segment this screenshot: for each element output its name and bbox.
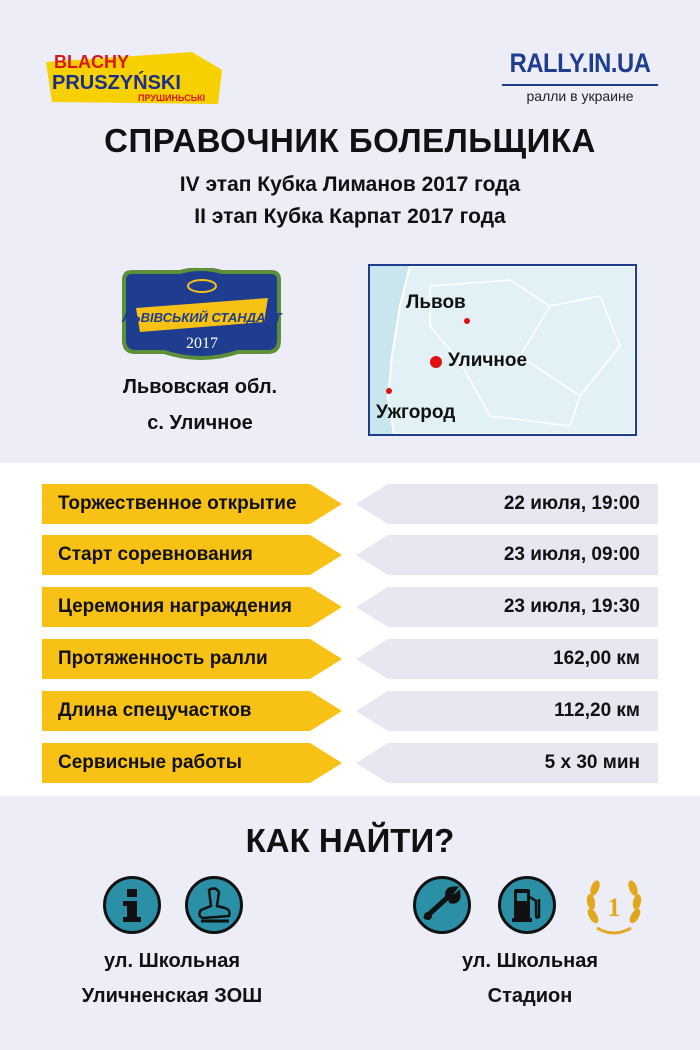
right-address-place: Стадион (487, 985, 573, 1007)
how-to-find-title: КАК НАЙТИ? (245, 822, 455, 859)
location-village: с. Уличное (147, 412, 253, 434)
info-row-length (42, 639, 658, 679)
rally-in-ua-logo (500, 48, 660, 108)
info-label: Церемония награждения (58, 596, 293, 617)
logo-line2: PRUSZYŃSKI (52, 72, 181, 94)
location-map (368, 264, 637, 436)
ulichnoe-marker (430, 356, 442, 368)
blachy-pruszynski-logo (42, 48, 227, 106)
info-value: 23 июля, 09:00 (503, 544, 640, 565)
info-value: 23 июля, 19:30 (503, 596, 640, 617)
emblem-name: ЛЬВІВСЬКИЙ СТАНДАРТ (122, 310, 282, 325)
emblem-year: 2017 (186, 335, 218, 352)
right-address-street: ул. Школьная (461, 950, 599, 972)
info-value: 162,00 км (553, 648, 640, 669)
location-region: Львовская обл. (122, 376, 278, 398)
wrench-icon (413, 876, 471, 934)
fuel-pump-icon (498, 876, 556, 934)
info-row-start (42, 535, 658, 575)
map-label-uzhgorod: Ужгород (376, 402, 456, 423)
subtitle-limany-cup: IV этап Кубка Лиманов 2017 года (179, 173, 521, 196)
award-number: 1 (607, 893, 621, 922)
info-row-stages (42, 691, 658, 731)
left-address-place: Уличненская ЗОШ (81, 985, 263, 1007)
left-address-street: ул. Школьная (103, 950, 241, 972)
info-label: Протяженность ралли (58, 648, 268, 669)
map-label-lviv: Львов (406, 292, 466, 313)
info-icon (103, 876, 161, 934)
info-label: Торжественное открытие (58, 493, 297, 514)
logo-divider (502, 84, 658, 86)
info-row-service (42, 743, 658, 783)
info-value: 5 х 30 мин (544, 752, 640, 773)
map-label-ulichnoe: Уличное (448, 350, 528, 371)
info-row-opening (42, 484, 658, 524)
rally-brand: RALLY.IN.UA (509, 48, 651, 78)
info-row-awards (42, 587, 658, 627)
lviv-marker (464, 318, 470, 324)
rally-tagline: ралли в украине (526, 88, 634, 104)
logo-line1: BLACHY (54, 52, 129, 72)
info-label: Сервисные работы (58, 752, 242, 773)
logo-line3: ПРУШИНЬСЬКІ (138, 93, 206, 103)
award-laurel-icon (583, 876, 645, 938)
uzhgorod-marker (386, 388, 392, 394)
schedule-panel (0, 463, 700, 796)
page-title: СПРАВОЧНИК БОЛЕЛЬЩИКА (104, 122, 596, 159)
info-value: 22 июля, 19:00 (503, 493, 640, 514)
rally-emblem (118, 268, 285, 360)
info-label: Старт соревнования (58, 544, 253, 565)
stamp-icon (185, 876, 243, 934)
info-value: 112,20 км (554, 700, 640, 721)
info-label: Длина спецучастков (58, 700, 252, 721)
subtitle-karpaty-cup: II этап Кубка Карпат 2017 года (194, 205, 506, 228)
